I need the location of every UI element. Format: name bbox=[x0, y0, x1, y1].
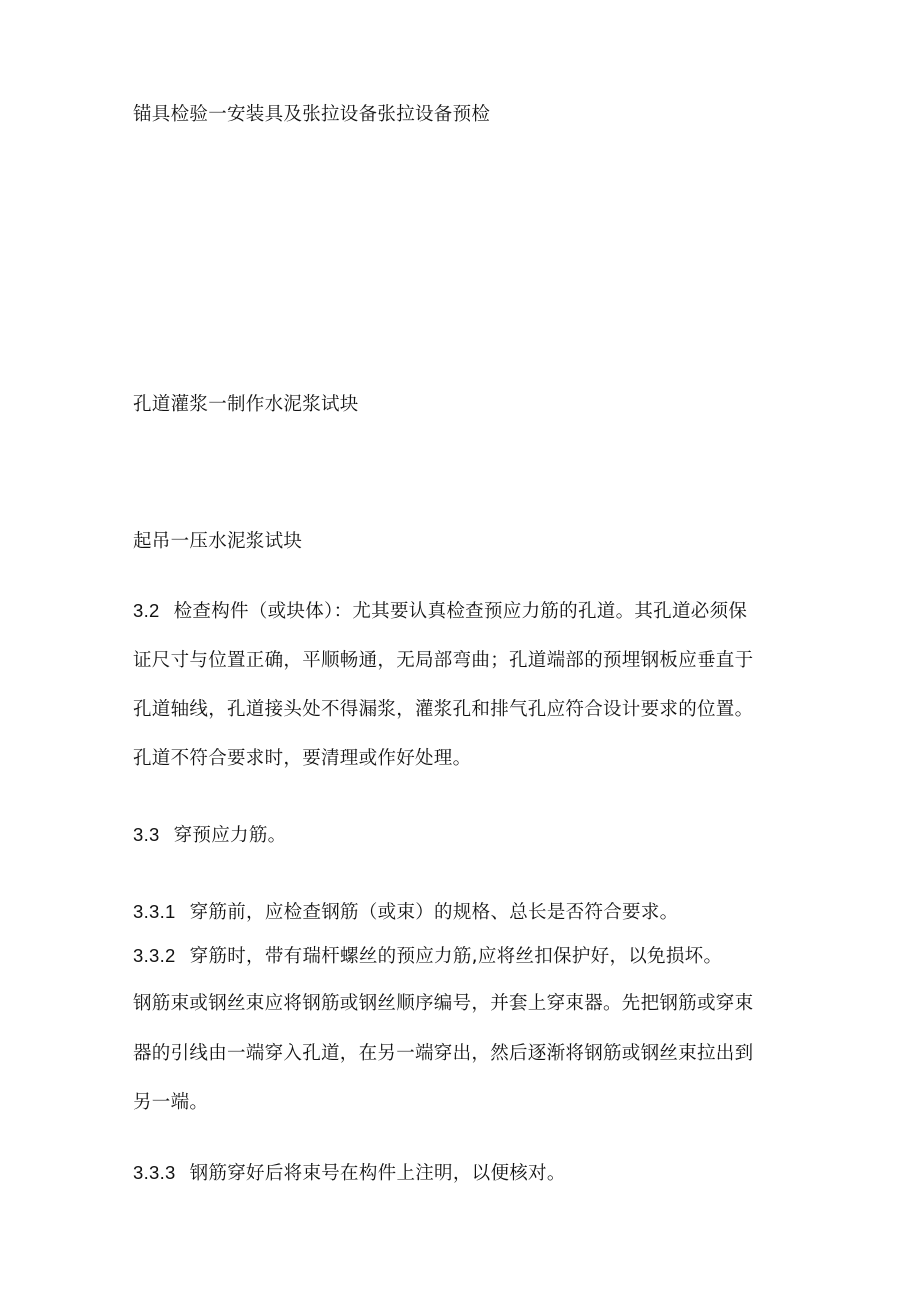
section-3-2-line-1 bbox=[133, 599, 747, 624]
caption-hoisting: 起吊一压水泥浆试块 bbox=[133, 531, 303, 552]
paragraph-text: 检查构件（或块体）：尤其要认真检查预应力筋的孔道。其孔道必须保 bbox=[173, 601, 748, 622]
section-number: 3.3.1 bbox=[133, 901, 176, 922]
section-3-3-2-line-1 bbox=[133, 944, 722, 969]
section-3-2-line-3: 孔道轴线，孔道接头处不得漏浆，灌浆孔和排气孔应符合设计要求的位置。 bbox=[133, 699, 754, 720]
section-3-3-3 bbox=[133, 1161, 566, 1186]
paragraph-text: 穿筋时，带有瑞杆螺丝的预应力筋,应将丝扣保护好，以免损坏。 bbox=[189, 946, 723, 967]
paragraph-text: 穿筋前，应检查钢筋（或束）的规格、总长是否符合要求。 bbox=[189, 902, 679, 923]
section-3-2-line-2: 证尺寸与位置正确，平顺畅通，无局部弯曲；孔道端部的预埋钢板应垂直于 bbox=[133, 650, 754, 671]
section-number: 3.3 bbox=[133, 824, 160, 845]
section-3-3-1 bbox=[133, 900, 678, 925]
section-3-2-line-4: 孔道不符合要求时，要清理或作好处理。 bbox=[133, 748, 472, 769]
caption-anchor-check: 锚具检验一安装具及张拉设备张拉设备预检 bbox=[133, 104, 491, 125]
section-number: 3.2 bbox=[133, 600, 160, 621]
section-heading: 穿预应力筋。 bbox=[173, 825, 287, 846]
section-3-3 bbox=[133, 823, 286, 848]
section-3-3-2-line-4: 另一端。 bbox=[133, 1092, 209, 1113]
section-3-3-2-line-2: 钢筋束或钢丝束应将钢筋或钢丝顺序编号，并套上穿束器。先把钢筋或穿束 bbox=[133, 993, 754, 1014]
section-3-3-2-line-3: 器的引线由一端穿入孔道，在另一端穿出，然后逐渐将钢筋或钢丝束拉出到 bbox=[133, 1043, 754, 1064]
section-number: 3.3.2 bbox=[133, 945, 176, 966]
paragraph-text: 钢筋穿好后将束号在构件上注明，以便核对。 bbox=[189, 1163, 566, 1184]
caption-grouting: 孔道灌浆一制作水泥浆试块 bbox=[133, 394, 359, 415]
section-number: 3.3.3 bbox=[133, 1162, 176, 1183]
